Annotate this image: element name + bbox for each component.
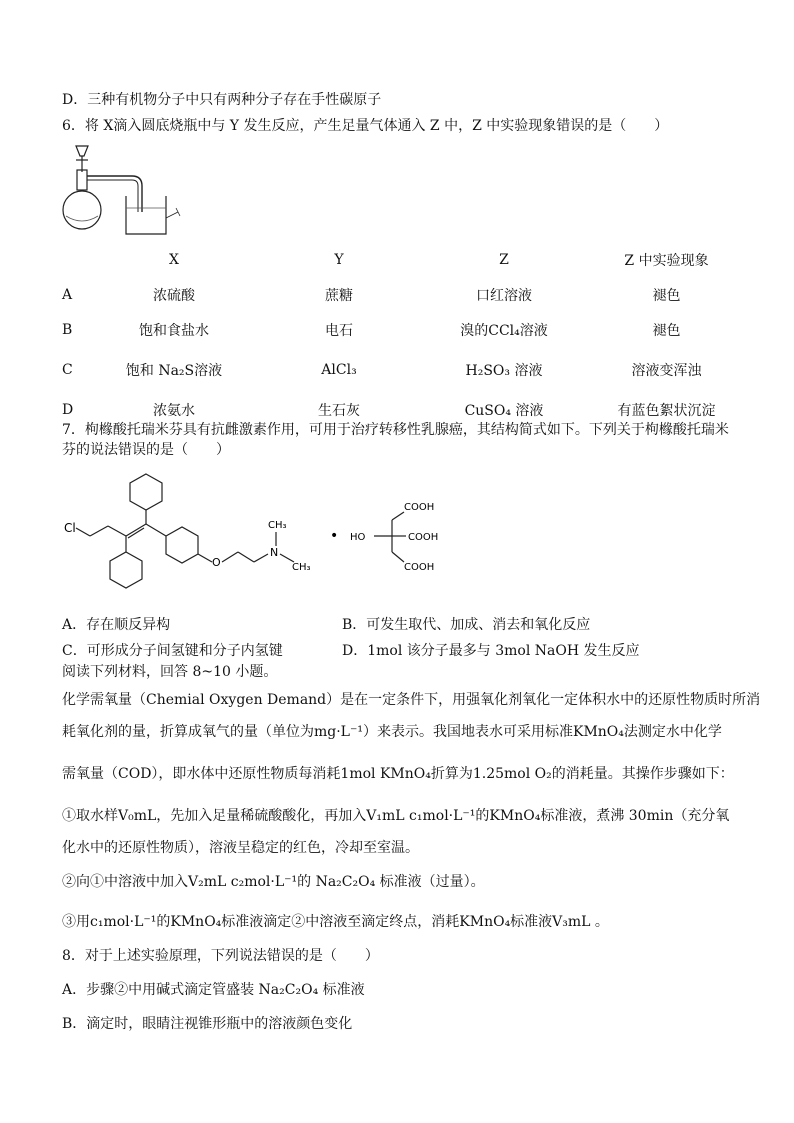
cell-y: 电石 — [325, 323, 353, 339]
table-header-row — [62, 240, 749, 280]
o-label: O — [212, 556, 221, 569]
cooh-1-label: COOH — [404, 502, 435, 513]
cell-result: 褪色 — [652, 288, 681, 304]
q8-option-b: B．滴定时，眼睛注视锥形瓶中的溶液颜色变化 — [62, 1016, 353, 1032]
q7-option-a: A．存在顺反异构 — [62, 617, 171, 633]
step-1-line: ①取水样V₀mL，先加入足量稀硫酸酸化，再加入V₁mL c₁mol·L⁻¹的KMnO₄标准液，煮沸 30min（充分氧 — [62, 808, 730, 824]
cooh-2-label: COOH — [408, 532, 439, 543]
material-paragraph-line: 需氧量（COD），即水体中还原性物质每消耗1mol KMnO₄折算为1.25mol O₂的消耗量。其操作步骤如下： — [62, 766, 734, 782]
header-x: X — [169, 252, 179, 268]
row-label: C — [62, 362, 73, 378]
material-intro: 阅读下列材料，回答 8~10 小题。 — [62, 664, 278, 680]
cell-y: AlCl₃ — [321, 362, 357, 378]
header-result: Z 中实验现象 — [624, 253, 709, 269]
cell-z: CuSO₄ 溶液 — [464, 403, 544, 419]
step-1-line: 化水中的还原性物质），溶液呈稳定的红色，冷却至室温。 — [62, 840, 419, 856]
cell-x: 浓硫酸 — [153, 288, 195, 304]
q8-stem: 8．对于上述实验原理，下列说法错误的是（ ） — [62, 948, 379, 964]
ch3-top-label: CH₃ — [268, 520, 287, 531]
cell-result: 褪色 — [652, 323, 681, 339]
n-label: N — [270, 546, 279, 559]
material-paragraph-line: 化学需氧量（Chemial Oxygen Demand）是在一定条件下，用强氧化剂氧化一定体积水中的还原性物质时所消 — [62, 692, 761, 708]
q7-option-b: B．可发生取代、加成、消去和氧化反应 — [342, 617, 591, 633]
header-y: Y — [334, 252, 344, 268]
cell-z: 口红溶液 — [476, 288, 532, 304]
cell-y: 蔗糖 — [325, 288, 353, 304]
cooh-3-label: COOH — [404, 562, 435, 573]
q7-option-d: D．1mol 该分子最多与 3mol NaOH 发生反应 — [342, 643, 640, 659]
table-row — [62, 280, 749, 310]
material-paragraph-line: 耗氧化剂的量，折算成氧气的量（单位为mg·L⁻¹）来表示。我国地表水可采用标准KMnO₄法测定水中化学 — [62, 724, 722, 740]
cell-x: 饱和食盐水 — [139, 323, 209, 339]
q6-options-table — [62, 240, 749, 430]
row-label: D — [62, 402, 74, 418]
ho-label: HO — [350, 532, 366, 543]
toremifene-citrate-structure — [62, 466, 482, 611]
q7-stem: 7．枸橼酸托瑞米芬具有抗雌激素作用，可用于治疗转移性乳腺癌，其结构简式如下。下列关于枸橼酸托瑞米芬的说法错误的是（ ） — [62, 422, 729, 458]
q8-option-a: A．步骤②中用碱式滴定管盛装 Na₂C₂O₄ 标准液 — [62, 982, 365, 998]
dot-label: • — [330, 528, 339, 544]
row-label: B — [62, 322, 73, 338]
row-label: A — [62, 287, 73, 303]
cell-x: 饱和 Na₂S溶液 — [125, 363, 223, 379]
cell-result: 溶液变浑浊 — [631, 363, 702, 379]
step-2: ②向①中溶液中加入V₂mL c₂mol·L⁻¹的 Na₂C₂O₄ 标准液（过量）。 — [62, 874, 485, 890]
cell-z: H₂SO₃ 溶液 — [465, 363, 543, 379]
table-row — [62, 310, 749, 350]
header-z: Z — [499, 252, 509, 268]
apparatus-diagram — [62, 142, 192, 238]
q7-option-c: C．可形成分子间氢键和分子内氢键 — [62, 643, 283, 659]
cell-result: 有蓝色絮状沉淀 — [617, 403, 716, 419]
cl-label: Cl — [64, 521, 76, 535]
step-3: ③用c₁mol·L⁻¹的KMnO₄标准液滴定②中溶液至滴定终点，消耗KMnO₄标准液V₃mL 。 — [62, 914, 609, 930]
table-row — [62, 350, 749, 390]
cell-y: 生石灰 — [318, 403, 360, 419]
q6-stem: 6．将 X滴入圆底烧瓶中与 Y 发生反应，产生足量气体通入 Z 中，Z 中实验现象错误的是（ ） — [62, 118, 669, 134]
cell-z: 溴的CCl₄溶液 — [460, 323, 548, 339]
q5-option-d: D．三种有机物分子中只有两种分子存在手性碳原子 — [62, 92, 382, 108]
ch3-bottom-label: CH₃ — [292, 562, 311, 573]
cell-x: 浓氨水 — [153, 403, 195, 419]
